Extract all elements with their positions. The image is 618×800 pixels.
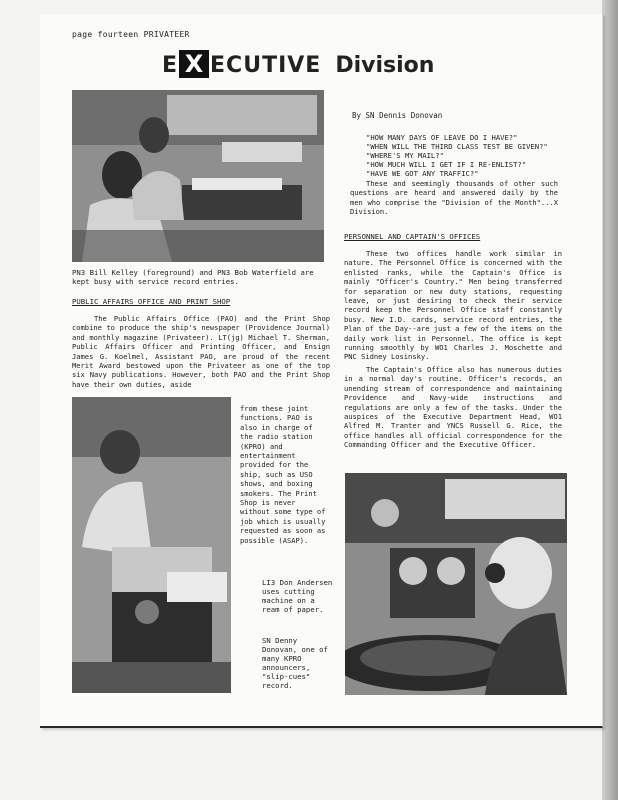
- photo3-caption: SN Denny Donovan, one of many KPRO announcers, "slip-cues" record.: [262, 636, 328, 690]
- photo1-caption: PN3 Bill Kelley (foreground) and PN3 Bob Waterfield are kept busy with service record entries.: [72, 268, 314, 286]
- title-big-x: X: [179, 50, 209, 78]
- pao-paragraph: The Public Affairs Office (PAO) and the Print Shop combine to produce the ship's newspaper (Providence Journal) and monthly magazine (Privateer). LT(jg) Michael T. Sherman, Public Affairs Officer and Printing Officer, and Ensign James G. Koelmel, Assistant PAO, are proud of the recent Merit Award bestowed upon the Privateer as one of the top six Navy publications. However, both PAO and the Print Shop have their own duties, aside: [72, 314, 330, 389]
- personnel-paragraph-2: The Captain's Office also has numerous duties in a normal day's routine. Officer's records, an unending stream of correspondence and maintaining Providence and Navy-wide instructions and regulations are only a few of the tasks. Under the auspices of the Executive Department Head, WO1 Alfred M. Tranter and YNCS Russell G. Rice, the office handles all official correspondence for the Commanding Officer and the Executive Officer.: [344, 365, 562, 450]
- title-word-division: Division: [335, 53, 435, 78]
- title-letter-e: E: [162, 53, 179, 78]
- photo2-caption: LI3 Don Andersen uses cutting machine on a ream of paper.: [262, 578, 333, 614]
- photo-radio-announcer: [345, 473, 567, 695]
- page-title: [162, 44, 434, 78]
- personnel-paragraph-1: These two offices handle work similar in nature. The Personnel Office is concerned with the enlisted ranks, while the Captain's Office is mainly "Officer's Country." Men being transferred for separation or new duty stations, requesting leave, or just desiring to check their service record keep the Personnel Office staff constantly busy. New I.D. cards, service record entries, the Plan of the Day--are just a few of the items on the daily work list in Personnel. The office is kept running smoothly by WO1 Charles J. Moschette and PNC Sidney Losinsky.: [344, 249, 562, 362]
- personnel-heading: PERSONNEL AND CAPTAIN'S OFFICES: [344, 232, 481, 241]
- pao-heading: PUBLIC AFFAIRS OFFICE AND PRINT SHOP: [72, 297, 231, 306]
- intro-paragraph: These and seemingly thousands of other such questions are heard and answered daily by the men who comprise the "Division of the Month"...X Division.: [350, 179, 558, 217]
- running-head: page fourteen PRIVATEER: [72, 30, 190, 39]
- question-line: "HAVE WE GOT ANY TRAFFIC?": [366, 169, 479, 178]
- photo-personnel-typists: [72, 90, 324, 262]
- question-line: "HOW MUCH WILL I GET IF I RE-ENLIST?": [366, 160, 527, 169]
- title-word-rest: ECUTIVE: [210, 53, 322, 78]
- pao-continuation: from these joint functions. PAO is also in charge of the radio station (KPRO) and entertainment provided for the ship, such as USO shows, and boxing smokers. The Print Shop is never without some type of job which is usually requested as soon as possible (ASAP).: [240, 404, 326, 545]
- question-line: "HOW MANY DAYS OF LEAVE DO I HAVE?": [366, 133, 518, 142]
- binder-edge: [602, 0, 618, 800]
- byline: By SN Dennis Donovan: [352, 111, 443, 120]
- question-line: "WHERE'S MY MAIL?": [366, 151, 444, 160]
- question-line: "WHEN WILL THE THIRD CLASS TEST BE GIVEN?": [366, 142, 548, 151]
- photo-cutting-machine: [72, 397, 231, 693]
